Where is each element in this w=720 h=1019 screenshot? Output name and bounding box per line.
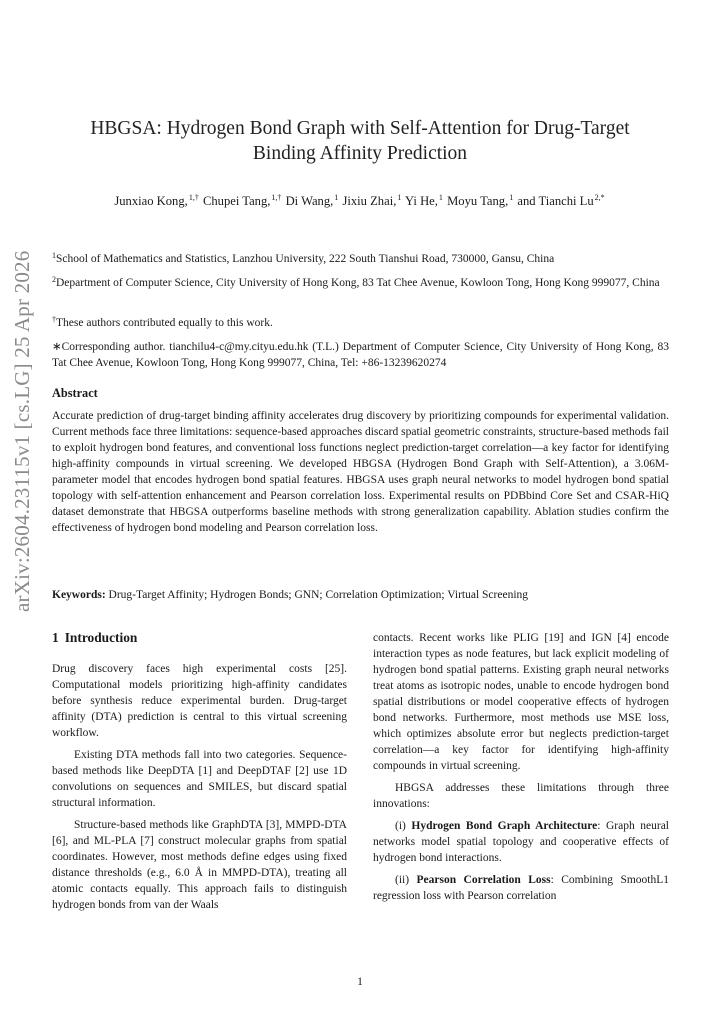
abstract-text: Accurate prediction of drug-target binding affinity accelerates drug discovery by prioritizing compounds for experimental validation. Current methods face three limitations: sequence-based approaches discard spatial geometric constraints, structure-based methods fail to exploit hydrogen bond features, and conventional loss functions neglect prediction-target correlation—a key factor for identifying high-affinity compounds in virtual screening. We developed HBGSA (Hydrogen Bond Graph with Self-Attention), a 3.06M-parameter model that encodes hydrogen bond spatial features. HBGSA uses graph neural networks to model hydrogen bond spatial topology with self-attention enhancement and Pearson correlation loss. Experimental results on PDBbind Core Set and CSAR-HiQ dataset demonstrate that HBGSA outperforms baseline methods with strong generalization capability. Ablation studies confirm the effectiveness of hydrogen bond modeling and Pearson correlation loss. (52, 410, 669, 534)
affiliation-1: $^1$School of Mathematics and Statistics, Lanzhou University, 222 South Tianshui Road, 730000, Gansu, China (52, 251, 555, 265)
paragraph: Structure-based methods like GraphDTA [3], MMPD-DTA [6], and ML-PLA [7] construct molecular graphs from spatial coordinates. However, most methods define edges using fixed distance thresholds (e.g., 6.0 Å in MMPD-DTA), treating all atomic contacts equally. This approach fails to distinguish hydrogen bonds from van der Waals (52, 819, 347, 911)
author: Junxiao Kong,$^{1,\dagger}$ (114, 193, 199, 208)
page-number: 1 (357, 976, 363, 988)
author: Moyu Tang,$^1$ (447, 193, 514, 208)
title-line-1: HBGSA: Hydrogen Bond Graph with Self-Attention for Drug-Target (90, 118, 630, 139)
keywords: Keywords: Drug-Target Affinity; Hydrogen Bonds; GNN; Correlation Optimization; Virtual Screening (52, 589, 529, 601)
affiliation-2: $^2$Department of Computer Science, City University of Hong Kong, 83 Tat Chee Avenue, Kowloon Tong, Hong Kong 999077, China (52, 275, 660, 289)
paragraph: Existing DTA methods fall into two categories. Sequence-based methods like DeepDTA [1] and DeepDTAF [2] use 1D convolutions on sequences and SMILES, but discard spatial structural information. (52, 749, 347, 809)
author: and Tianchi $Lu^{2,*}$ (517, 193, 605, 208)
author: Yi He,$^1$ (405, 193, 443, 208)
arxiv-identifier: arXiv:2604.23115v1 [cs.LG] 25 Apr 2026 (10, 250, 34, 612)
innovation-item: (ii) Pearson Correlation Loss: Combining SmoothL1 regression loss with Pearson correlation (373, 874, 669, 902)
equal-contribution-note: †These authors contributed equally to this work. (52, 315, 273, 329)
paragraph: HBGSA addresses these limitations through three innovations: (373, 782, 669, 810)
innovation-item: (i) Hydrogen Bond Graph Architecture: Graph neural networks model spatial topology and cooperative effects of hydrogen bond interactions. (373, 820, 669, 864)
author: Di Wang,$^1$ (285, 193, 339, 208)
abstract-heading: Abstract (52, 386, 98, 400)
title-line-2: Binding Affinity Prediction (252, 143, 468, 164)
section-heading: 1 Introduction (52, 630, 138, 645)
paragraph: contacts. Recent works like PLIG [19] and IGN [4] encode interaction types as node features, but lack explicit modeling of hydrogen bond spatial patterns. Existing graph neural networks treat atoms as isotropic nodes, unable to encode hydrogen bond spatial distributions or model cooperative effects of hydrogen bond networks. Furthermore, most methods use MSE loss, which optimizes absolute error but neglects prediction-target correlation—a key factor for identifying high-affinity compounds in virtual screening. (373, 632, 669, 772)
corresponding-author-note: ∗Corresponding author. tianchilu4-c@my.cityu.edu.hk (T.L.) Department of Computer Science, City University of Hong Kong, 83 Tat Chee Avenue, Kowloon Tong, Hong Kong 999077, China, Tel: +86-13239620274 (52, 341, 669, 369)
author: Jixiu Zhai,$^1$ (342, 193, 402, 208)
paper-title (60, 116, 660, 166)
paragraph: Drug discovery faces high experimental costs [25]. Computational models prioritizing high-affinity candidates before synthesis reduce experimental burden. Drug-target affinity (DTA) prediction is central to this virtual screening workflow. (52, 663, 347, 739)
author: Chupei Tang,$^{1,\dagger}$ (202, 193, 282, 208)
right-column (373, 630, 669, 910)
author-list (40, 193, 680, 209)
left-column (52, 629, 347, 919)
